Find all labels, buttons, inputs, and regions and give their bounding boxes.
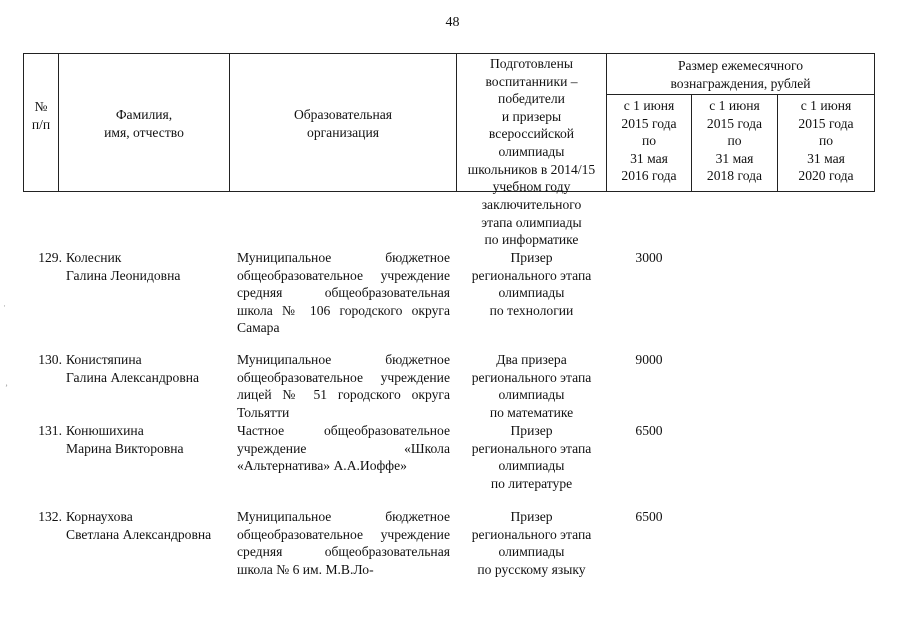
reward-amount: 3000	[635, 250, 663, 265]
achievement: Призер регионального этапа олимпиады по технологии	[471, 250, 592, 318]
header-no: № п/п	[31, 99, 51, 132]
header-period-2016: с 1 июня 2015 года по 31 мая 2016 года	[621, 98, 677, 184]
row-number: 130.	[38, 352, 62, 367]
organization: Муниципальное бюджетное общеобразовательное учреждение лицей № 51 городского округа Тольятти	[237, 352, 450, 420]
teacher-name: Корнаухова Светлана Александровна	[66, 509, 212, 542]
organization: Муниципальное бюджетное общеобразовательное учреждение средняя общеобразовательная школа № 106 городского округа Самара	[237, 250, 450, 336]
organization: Муниципальное бюджетное общеобразовательное учреждение средняя общеобразовательная школа № 6 им. М.В.Ло-	[237, 509, 450, 577]
reward-amount: 6500	[635, 423, 663, 438]
achievement: Два призера регионального этапа олимпиады по математике	[471, 352, 592, 420]
scan-speck: ·	[3, 301, 6, 311]
header-name: Фамилия, имя, отчество	[104, 107, 184, 140]
row-number: 129.	[38, 250, 62, 265]
table-right-rule	[874, 53, 875, 192]
row-number: 132.	[38, 509, 62, 524]
organization: Частное общеобразовательное учреждение «Школа «Альтернатива» А.А.Иоффе»	[237, 423, 450, 474]
header-bottom-rule	[23, 191, 875, 192]
achievement: Призер регионального этапа олимпиады по литературе	[471, 423, 592, 491]
header-top-rule	[23, 53, 875, 54]
carryover-prepared: заключительного этапа олимпиады по информатике	[481, 197, 582, 248]
reward-amount: 6500	[635, 509, 663, 524]
header-org: Образовательная организация	[293, 107, 393, 140]
teacher-name: Конистяпина Галина Александровна	[66, 352, 200, 385]
reward-sub-rule	[606, 94, 875, 95]
teacher-name: Конюшихина Марина Викторовна	[66, 423, 184, 456]
header-prepared: Подготовлены воспитанники – победители и призеры всероссийской олимпиады школьников в 2014/15 учебном году	[467, 56, 596, 195]
header-period-2020: с 1 июня 2015 года по 31 мая 2020 года	[798, 98, 854, 184]
teacher-name: Колесник Галина Леонидовна	[66, 250, 181, 283]
header-reward: Размер ежемесячного вознаграждения, рублей	[670, 58, 811, 91]
scan-speck: ’	[5, 383, 8, 393]
header-period-2018: с 1 июня 2015 года по 31 мая 2018 года	[706, 98, 763, 184]
reward-amount: 9000	[635, 352, 663, 367]
achievement: Призер регионального этапа олимпиады по русскому языку	[471, 509, 592, 577]
page-number: 48	[445, 15, 460, 30]
row-number: 131.	[38, 423, 62, 438]
